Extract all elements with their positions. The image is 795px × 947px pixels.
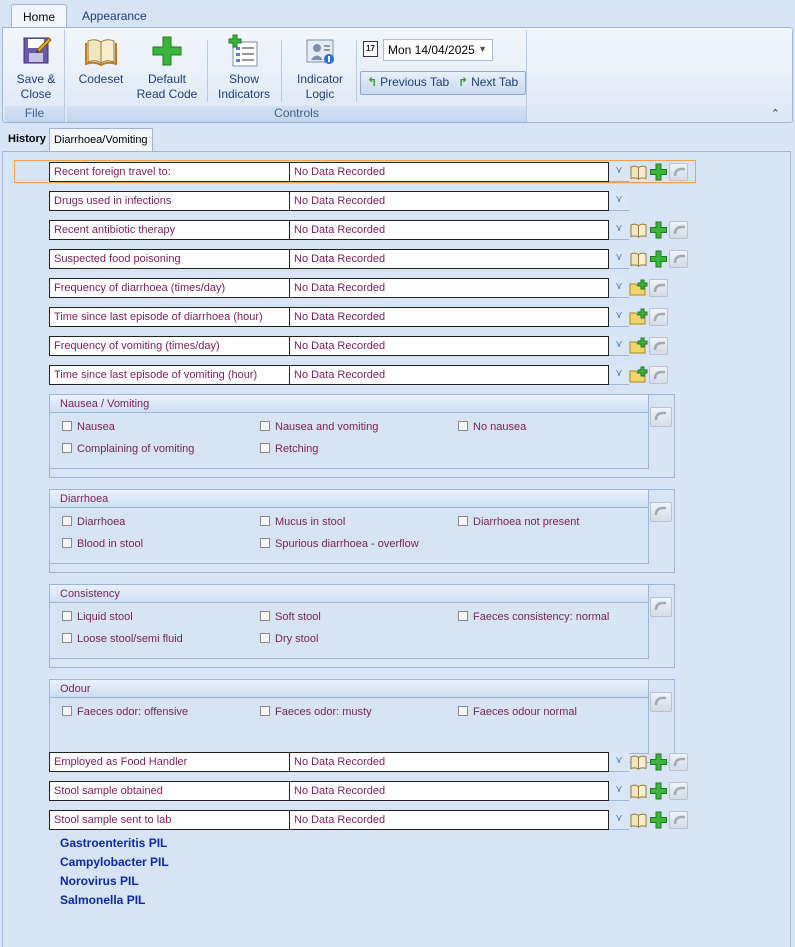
row-label: Employed as Food Handler (49, 752, 289, 772)
row-label: Time since last episode of vomiting (hour) (49, 365, 289, 385)
chevron-down-icon[interactable]: ⋎ (609, 278, 629, 298)
checkbox[interactable] (458, 611, 468, 621)
indicator-logic-label-1: Indicator (296, 72, 344, 86)
row-label: Stool sample sent to lab (49, 810, 289, 830)
indicator-row (49, 220, 689, 240)
group-panel (49, 584, 649, 659)
checkbox[interactable] (260, 538, 270, 548)
checkbox-label: Faeces consistency: normal (473, 611, 610, 623)
chevron-down-icon[interactable]: ⋎ (609, 191, 629, 211)
book-icon[interactable] (629, 811, 648, 829)
checkbox-label: No nausea (473, 421, 527, 433)
row-value-field[interactable]: No Data Recorded (289, 307, 609, 327)
row-value-field[interactable]: No Data Recorded (289, 365, 609, 385)
indicator-row (49, 307, 689, 327)
add-folder-icon[interactable] (629, 308, 648, 326)
checkbox-option[interactable] (62, 421, 115, 433)
chevron-down-icon[interactable]: ⋎ (609, 365, 629, 385)
checkbox-option[interactable] (62, 516, 125, 528)
previous-tab-label: Previous Tab (380, 75, 450, 89)
checkbox[interactable] (458, 421, 468, 431)
tab-appearance[interactable]: Appearance (82, 9, 147, 23)
default-read-code-label-2: Read Code (136, 87, 198, 101)
save-close-label-2: Close (20, 87, 52, 101)
chevron-down-icon[interactable]: ⋎ (609, 307, 629, 327)
pil-link-norovirus[interactable]: Norovirus PIL (60, 874, 139, 888)
row-label: Suspected food poisoning (49, 249, 289, 269)
undo-icon[interactable] (650, 692, 672, 712)
row-value-field[interactable]: No Data Recorded (289, 278, 609, 298)
checkbox-label: Diarrhoea not present (473, 516, 580, 528)
next-arrow-icon: ↱ (458, 75, 469, 89)
row-label: Frequency of vomiting (times/day) (49, 336, 289, 356)
previous-arrow-icon: ↰ (367, 75, 378, 89)
group-panel (49, 679, 649, 754)
checkbox[interactable] (260, 443, 270, 453)
chevron-down-icon: ▼ (478, 44, 487, 54)
add-icon[interactable] (649, 250, 668, 268)
group-box (49, 489, 675, 573)
tab-navigation (360, 71, 526, 95)
chevron-down-icon[interactable]: ⋎ (609, 781, 629, 801)
add-icon[interactable] (649, 782, 668, 800)
undo-icon[interactable] (669, 811, 688, 829)
ribbon-group-file (5, 30, 65, 122)
checkbox-option[interactable] (62, 611, 133, 623)
checkbox[interactable] (260, 611, 270, 621)
date-value: Mon 14/04/2025 (388, 43, 475, 57)
group-title: Consistency (50, 585, 648, 603)
group-box (49, 679, 675, 763)
indicator-logic-icon (303, 34, 337, 68)
checkbox-option[interactable] (260, 611, 321, 623)
undo-icon[interactable] (669, 163, 688, 181)
group-box (49, 584, 675, 668)
checkbox[interactable] (260, 633, 270, 643)
undo-icon[interactable] (669, 250, 688, 268)
codeset-button[interactable] (73, 34, 129, 87)
add-icon[interactable] (649, 163, 668, 181)
ribbon-separator (207, 40, 208, 102)
checkbox-option[interactable] (260, 633, 318, 645)
checkbox-label: Complaining of vomiting (77, 443, 195, 455)
group-panel (49, 489, 649, 564)
checkbox[interactable] (62, 443, 72, 453)
indicators-icon (227, 34, 261, 68)
add-icon[interactable] (649, 811, 668, 829)
group-title: Nausea / Vomiting (50, 395, 648, 413)
chevron-down-icon[interactable]: ⋎ (609, 220, 629, 240)
group-panel (49, 394, 649, 469)
controls-group-label: Controls (67, 106, 526, 122)
save-icon (19, 34, 53, 68)
pil-link-salmonella[interactable]: Salmonella PIL (60, 893, 146, 907)
indicator-row (49, 249, 689, 269)
undo-icon[interactable] (669, 221, 688, 239)
checkbox-label: Soft stool (275, 611, 321, 623)
pil-link-campylobacter[interactable]: Campylobacter PIL (60, 855, 169, 869)
row-value-field[interactable]: No Data Recorded (289, 162, 609, 182)
collapse-ribbon-icon[interactable]: ⌃ (770, 108, 780, 120)
chevron-down-icon[interactable]: ⋎ (609, 249, 629, 269)
pil-link-gastroenteritis[interactable]: Gastroenteritis PIL (60, 836, 168, 850)
row-value-field[interactable]: No Data Recorded (289, 752, 609, 772)
group-title: Diarrhoea (50, 490, 648, 508)
undo-icon[interactable] (650, 597, 672, 617)
row-label: Stool sample obtained (49, 781, 289, 801)
checkbox[interactable] (62, 611, 72, 621)
group-box (49, 394, 675, 478)
checkbox-option[interactable] (260, 516, 345, 528)
tab-diarrhoea-vomiting[interactable]: Diarrhoea/Vomiting (49, 128, 153, 151)
checkbox-option[interactable] (458, 421, 526, 433)
calendar-icon[interactable]: 17 (363, 41, 378, 57)
checkbox-label: Dry stool (275, 633, 319, 645)
ribbon-separator (281, 40, 282, 102)
checkbox-label: Faeces odor: musty (275, 706, 372, 718)
indicator-logic-label-2: Logic (305, 87, 335, 101)
ribbon-tab-bar (0, 0, 795, 28)
indicator-row (49, 810, 689, 830)
checkbox[interactable] (62, 421, 72, 431)
chevron-down-icon[interactable]: ⋎ (609, 162, 629, 182)
checkbox-option[interactable] (62, 633, 183, 645)
checkbox-label: Faeces odour normal (473, 706, 577, 718)
default-read-code-label-1: Default (147, 72, 187, 86)
checkbox-label: Blood in stool (77, 538, 144, 550)
row-label: Time since last episode of diarrhoea (hour) (49, 307, 289, 327)
undo-icon[interactable] (649, 308, 668, 326)
checkbox-option[interactable] (260, 421, 378, 433)
book-icon[interactable] (629, 753, 648, 771)
book-icon (84, 34, 118, 68)
group-title: Odour (50, 680, 648, 698)
checkbox-label: Retching (275, 443, 319, 455)
save-close-label-1: Save & (16, 72, 56, 86)
row-value-field[interactable]: No Data Recorded (289, 336, 609, 356)
checkbox[interactable] (458, 516, 468, 526)
chevron-down-icon[interactable]: ⋎ (609, 752, 629, 772)
row-value-field[interactable]: No Data Recorded (289, 191, 609, 211)
undo-icon[interactable] (649, 279, 668, 297)
indicator-row (49, 278, 689, 298)
add-icon[interactable] (649, 221, 668, 239)
row-value-field[interactable]: No Data Recorded (289, 220, 609, 240)
ribbon-separator (356, 40, 357, 102)
undo-icon[interactable] (669, 782, 688, 800)
row-label: Recent foreign travel to: (49, 162, 289, 182)
checkbox-label: Mucus in stool (275, 516, 346, 528)
indicator-logic-button[interactable] (289, 34, 351, 102)
tab-history[interactable]: History (8, 133, 46, 145)
checkbox[interactable] (62, 538, 72, 548)
checkbox-option[interactable] (62, 706, 188, 718)
date-picker[interactable] (383, 39, 493, 61)
checkbox[interactable] (62, 633, 72, 643)
show-indicators-label-2: Indicators (217, 87, 271, 101)
add-icon[interactable] (649, 753, 668, 771)
next-tab-button[interactable] (458, 75, 518, 89)
show-indicators-button[interactable] (213, 34, 275, 102)
previous-tab-button[interactable] (367, 75, 449, 89)
row-label: Recent antibiotic therapy (49, 220, 289, 240)
checkbox-label: Loose stool/semi fluid (77, 633, 183, 645)
checkbox-option[interactable] (62, 538, 143, 550)
indicator-row (49, 162, 689, 182)
row-label: Drugs used in infections (49, 191, 289, 211)
next-tab-label: Next Tab (471, 75, 519, 89)
checkbox-label: Nausea (77, 421, 115, 433)
checkbox-option[interactable] (458, 706, 577, 718)
row-value-field[interactable]: No Data Recorded (289, 249, 609, 269)
indicator-row (49, 191, 689, 211)
checkbox[interactable] (260, 421, 270, 431)
show-indicators-label-1: Show (228, 72, 260, 86)
checkbox-option[interactable] (458, 611, 609, 623)
indicator-row (49, 752, 689, 772)
undo-icon[interactable] (649, 337, 668, 355)
undo-icon[interactable] (650, 502, 672, 522)
row-value-field[interactable]: No Data Recorded (289, 781, 609, 801)
checkbox-label: Diarrhoea (77, 516, 126, 528)
undo-icon[interactable] (650, 407, 672, 427)
plus-icon (150, 34, 184, 68)
book-icon[interactable] (629, 221, 648, 239)
checkbox-option[interactable] (260, 538, 419, 550)
book-icon[interactable] (629, 163, 648, 181)
checkbox[interactable] (62, 706, 72, 716)
ribbon (2, 27, 793, 123)
indicator-row (49, 365, 689, 385)
undo-icon[interactable] (649, 366, 668, 384)
checkbox-option[interactable] (260, 706, 372, 718)
add-folder-icon[interactable] (629, 366, 648, 384)
row-value-field[interactable]: No Data Recorded (289, 810, 609, 830)
default-read-code-button[interactable] (135, 34, 199, 102)
chevron-down-icon[interactable]: ⋎ (609, 810, 629, 830)
undo-icon[interactable] (669, 753, 688, 771)
indicator-row (49, 336, 689, 356)
chevron-down-icon[interactable]: ⋎ (609, 336, 629, 356)
checkbox-label: Faeces odor: offensive (77, 706, 189, 718)
checkbox-label: Liquid stool (77, 611, 133, 623)
checkbox-label: Nausea and vomiting (275, 421, 379, 433)
tab-home[interactable]: Home (11, 4, 67, 28)
add-folder-icon[interactable] (629, 337, 648, 355)
checkbox[interactable] (260, 706, 270, 716)
checkbox[interactable] (62, 516, 72, 526)
book-icon[interactable] (629, 250, 648, 268)
checkbox-label: Spurious diarrhoea - overflow (275, 538, 419, 550)
checkbox[interactable] (458, 706, 468, 716)
checkbox-option[interactable] (260, 443, 318, 455)
checkbox[interactable] (260, 516, 270, 526)
checkbox-option[interactable] (458, 516, 579, 528)
add-folder-icon[interactable] (629, 279, 648, 297)
book-icon[interactable] (629, 782, 648, 800)
file-group-label: File (5, 106, 64, 122)
checkbox-option[interactable] (62, 443, 194, 455)
codeset-label: Codeset (78, 72, 124, 86)
save-close-button[interactable] (10, 34, 62, 102)
indicator-row (49, 781, 689, 801)
row-label: Frequency of diarrhoea (times/day) (49, 278, 289, 298)
